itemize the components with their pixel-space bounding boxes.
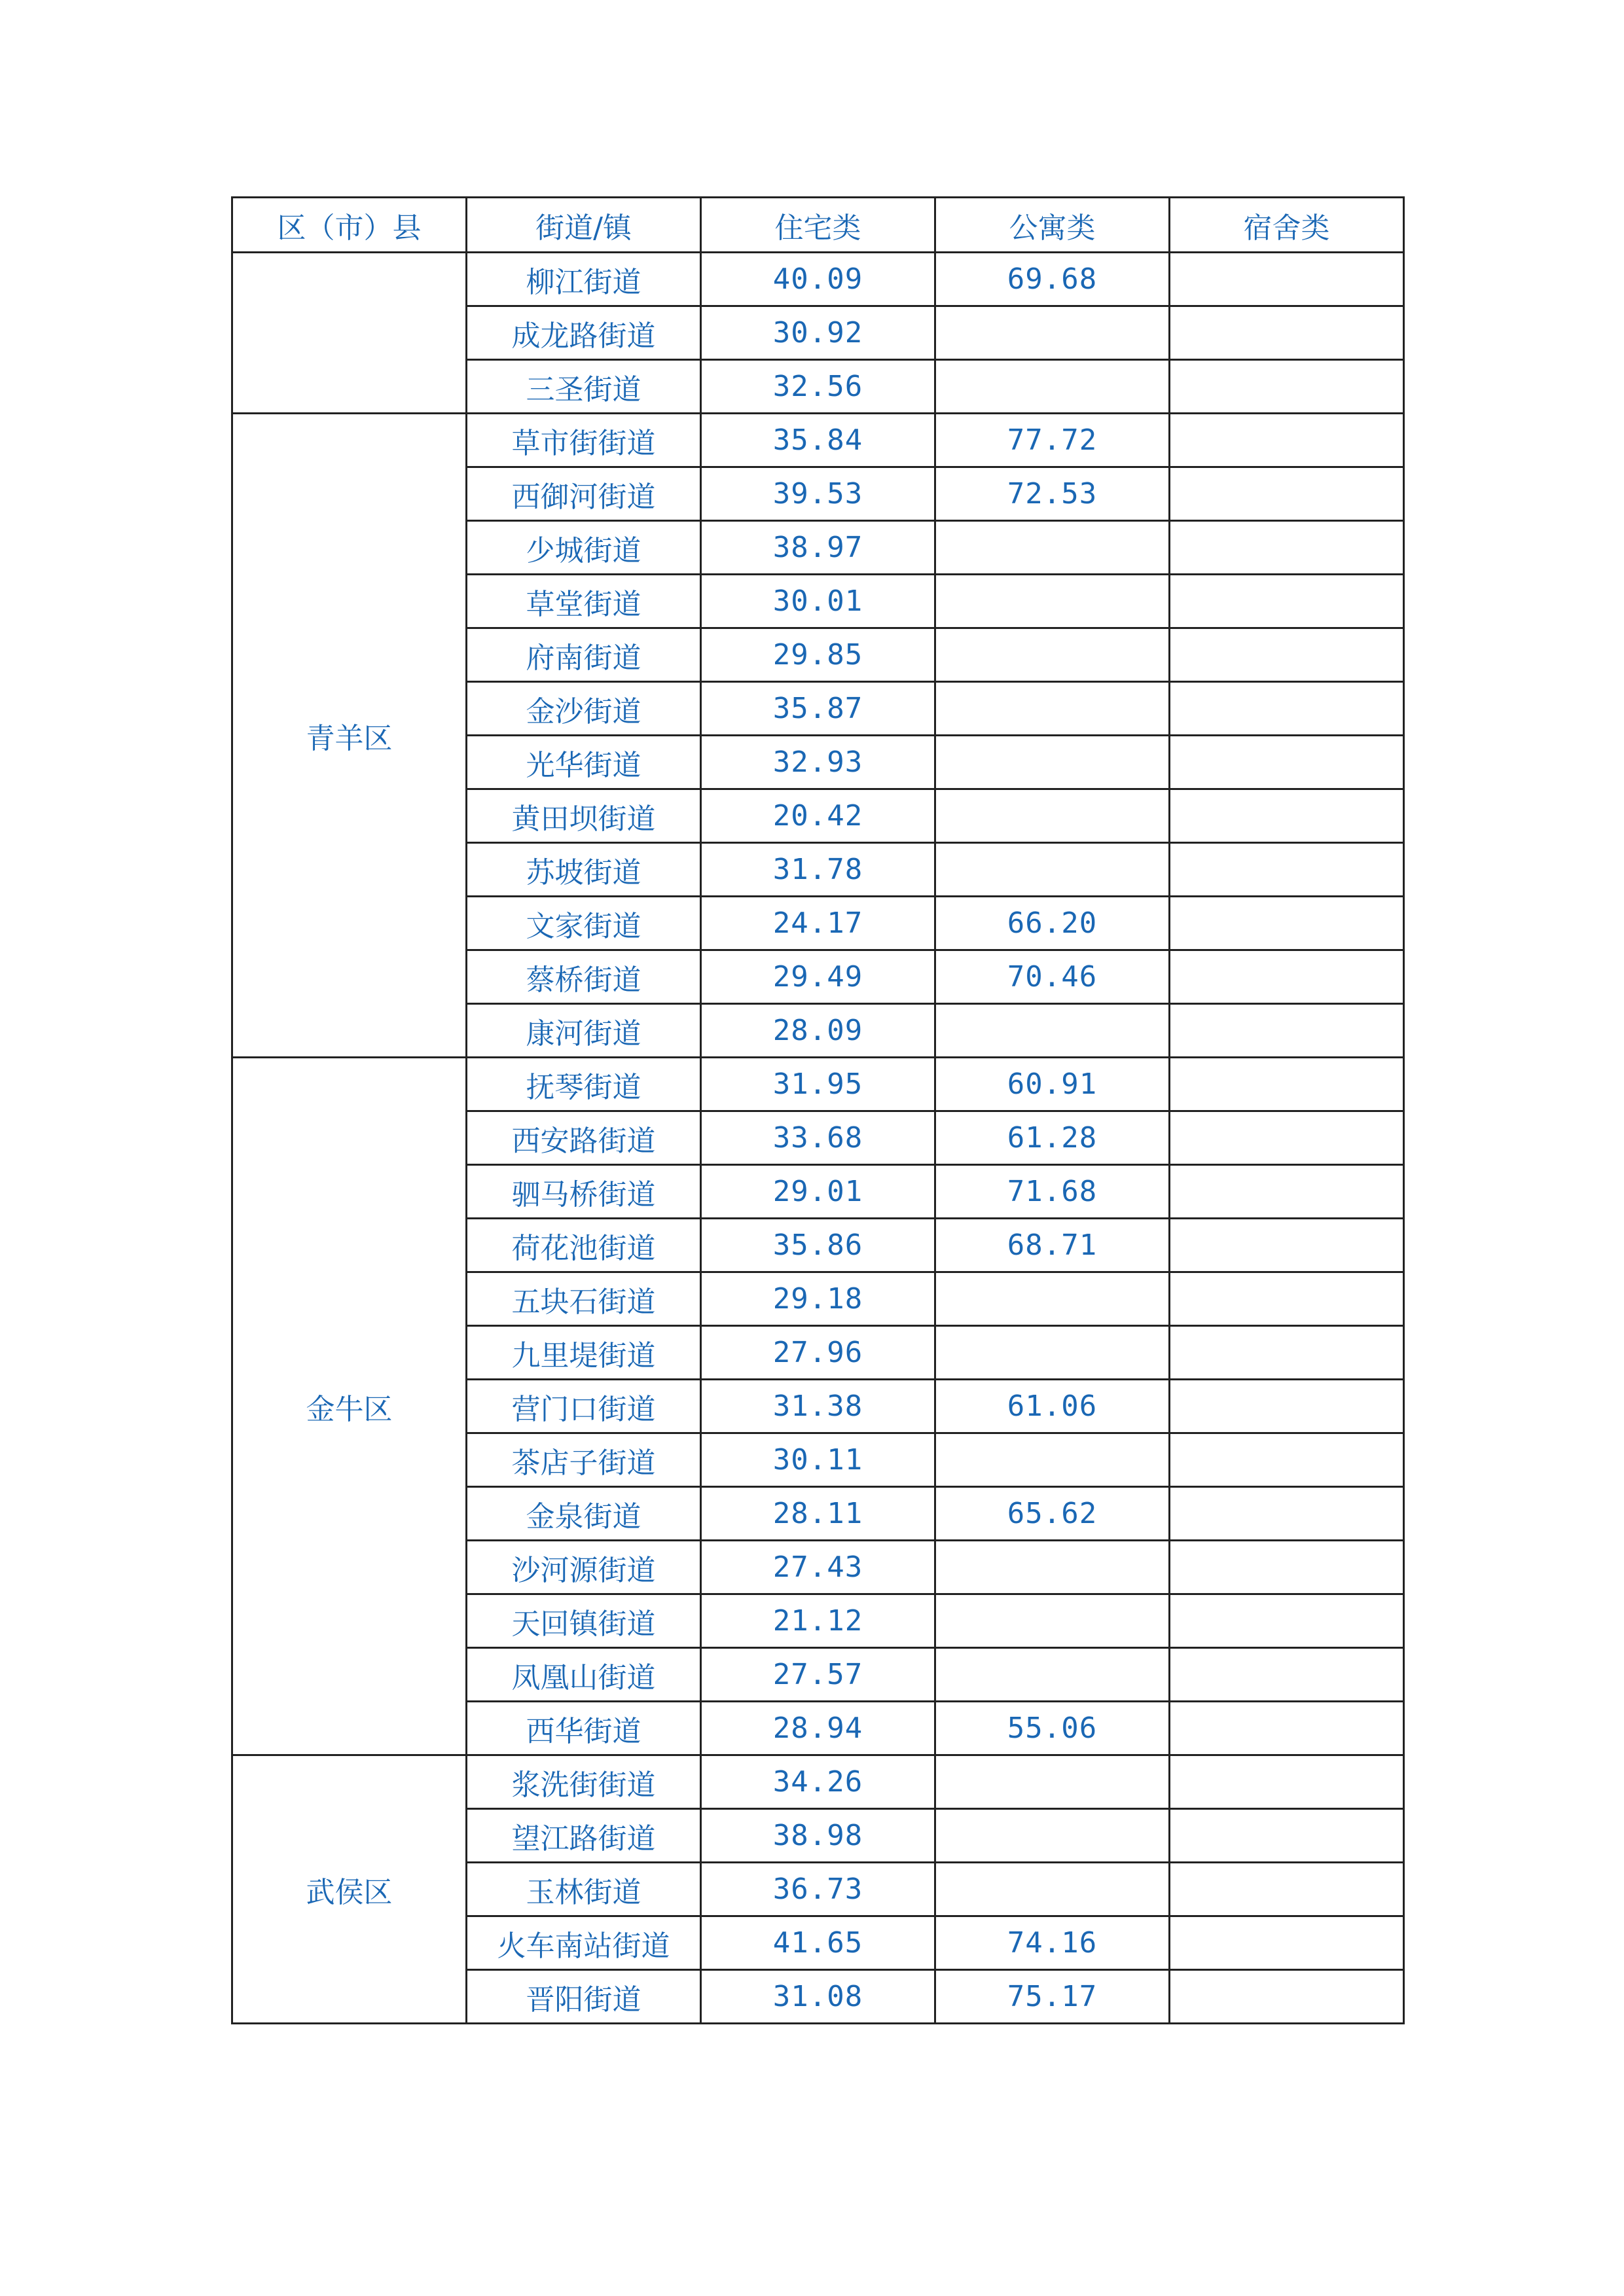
residential-price-cell: 28.11 <box>701 1487 935 1541</box>
apartment-price-cell <box>935 575 1170 628</box>
apartment-price-cell <box>935 1755 1170 1809</box>
apartment-price-cell: 74.16 <box>935 1916 1170 1970</box>
header-street: 街道/镇 <box>467 198 701 253</box>
residential-price-cell: 27.43 <box>701 1541 935 1594</box>
street-cell: 府南街道 <box>467 628 701 682</box>
apartment-price-cell <box>935 1326 1170 1380</box>
district-cell: 武侯区 <box>232 1755 467 2024</box>
street-cell: 火车南站街道 <box>467 1916 701 1970</box>
apartment-price-cell: 61.28 <box>935 1111 1170 1165</box>
table-row <box>232 1755 1404 1809</box>
apartment-price-cell: 72.53 <box>935 467 1170 521</box>
apartment-price-cell <box>935 1272 1170 1326</box>
dormitory-price-cell <box>1170 1058 1404 1111</box>
district-cell: 青羊区 <box>232 414 467 1058</box>
apartment-price-cell <box>935 1004 1170 1058</box>
apartment-price-cell: 75.17 <box>935 1970 1170 2024</box>
rent-price-table <box>231 196 1405 2024</box>
residential-price-cell: 24.17 <box>701 897 935 950</box>
street-cell: 金泉街道 <box>467 1487 701 1541</box>
dormitory-price-cell <box>1170 628 1404 682</box>
street-cell: 天回镇街道 <box>467 1594 701 1648</box>
header-dormitory: 宿舍类 <box>1170 198 1404 253</box>
street-cell: 康河街道 <box>467 1004 701 1058</box>
street-cell: 浆洗街街道 <box>467 1755 701 1809</box>
residential-price-cell: 41.65 <box>701 1916 935 1970</box>
district-cell: 金牛区 <box>232 1058 467 1755</box>
dormitory-price-cell <box>1170 1380 1404 1433</box>
header-residential: 住宅类 <box>701 198 935 253</box>
street-cell: 西安路街道 <box>467 1111 701 1165</box>
street-cell: 柳江街道 <box>467 253 701 306</box>
residential-price-cell: 32.93 <box>701 736 935 789</box>
dormitory-price-cell <box>1170 1755 1404 1809</box>
apartment-price-cell <box>935 843 1170 897</box>
street-cell: 抚琴街道 <box>467 1058 701 1111</box>
residential-price-cell: 32.56 <box>701 360 935 414</box>
dormitory-price-cell <box>1170 1809 1404 1863</box>
dormitory-price-cell <box>1170 1326 1404 1380</box>
street-cell: 荷花池街道 <box>467 1219 701 1272</box>
residential-price-cell: 30.01 <box>701 575 935 628</box>
apartment-price-cell: 65.62 <box>935 1487 1170 1541</box>
street-cell: 光华街道 <box>467 736 701 789</box>
dormitory-price-cell <box>1170 467 1404 521</box>
dormitory-price-cell <box>1170 253 1404 306</box>
residential-price-cell: 27.57 <box>701 1648 935 1702</box>
dormitory-price-cell <box>1170 682 1404 736</box>
residential-price-cell: 40.09 <box>701 253 935 306</box>
residential-price-cell: 38.97 <box>701 521 935 575</box>
dormitory-price-cell <box>1170 950 1404 1004</box>
residential-price-cell: 29.18 <box>701 1272 935 1326</box>
street-cell: 草市街街道 <box>467 414 701 467</box>
table-body <box>232 253 1404 2024</box>
street-cell: 玉林街道 <box>467 1863 701 1916</box>
apartment-price-cell <box>935 360 1170 414</box>
apartment-price-cell <box>935 1433 1170 1487</box>
street-cell: 三圣街道 <box>467 360 701 414</box>
apartment-price-cell: 55.06 <box>935 1702 1170 1755</box>
residential-price-cell: 35.84 <box>701 414 935 467</box>
dormitory-price-cell <box>1170 1702 1404 1755</box>
street-cell: 西华街道 <box>467 1702 701 1755</box>
dormitory-price-cell <box>1170 1004 1404 1058</box>
residential-price-cell: 38.98 <box>701 1809 935 1863</box>
dormitory-price-cell <box>1170 414 1404 467</box>
street-cell: 驷马桥街道 <box>467 1165 701 1219</box>
apartment-price-cell <box>935 1863 1170 1916</box>
apartment-price-cell: 70.46 <box>935 950 1170 1004</box>
header-apartment: 公寓类 <box>935 198 1170 253</box>
apartment-price-cell <box>935 1648 1170 1702</box>
residential-price-cell: 30.92 <box>701 306 935 360</box>
street-cell: 营门口街道 <box>467 1380 701 1433</box>
apartment-price-cell <box>935 306 1170 360</box>
street-cell: 草堂街道 <box>467 575 701 628</box>
district-cell <box>232 253 467 414</box>
residential-price-cell: 33.68 <box>701 1111 935 1165</box>
apartment-price-cell: 69.68 <box>935 253 1170 306</box>
apartment-price-cell <box>935 1541 1170 1594</box>
residential-price-cell: 28.94 <box>701 1702 935 1755</box>
residential-price-cell: 29.49 <box>701 950 935 1004</box>
header-district: 区（市）县 <box>232 198 467 253</box>
apartment-price-cell <box>935 789 1170 843</box>
apartment-price-cell: 66.20 <box>935 897 1170 950</box>
table-header-row <box>232 198 1404 253</box>
apartment-price-cell: 68.71 <box>935 1219 1170 1272</box>
street-cell: 晋阳街道 <box>467 1970 701 2024</box>
dormitory-price-cell <box>1170 1863 1404 1916</box>
dormitory-price-cell <box>1170 1272 1404 1326</box>
street-cell: 少城街道 <box>467 521 701 575</box>
residential-price-cell: 34.26 <box>701 1755 935 1809</box>
dormitory-price-cell <box>1170 1165 1404 1219</box>
apartment-price-cell <box>935 628 1170 682</box>
residential-price-cell: 31.95 <box>701 1058 935 1111</box>
dormitory-price-cell <box>1170 575 1404 628</box>
dormitory-price-cell <box>1170 1433 1404 1487</box>
residential-price-cell: 21.12 <box>701 1594 935 1648</box>
dormitory-price-cell <box>1170 843 1404 897</box>
residential-price-cell: 28.09 <box>701 1004 935 1058</box>
apartment-price-cell <box>935 736 1170 789</box>
street-cell: 成龙路街道 <box>467 306 701 360</box>
dormitory-price-cell <box>1170 360 1404 414</box>
dormitory-price-cell <box>1170 736 1404 789</box>
table-row <box>232 414 1404 467</box>
street-cell: 望江路街道 <box>467 1809 701 1863</box>
residential-price-cell: 35.87 <box>701 682 935 736</box>
apartment-price-cell: 60.91 <box>935 1058 1170 1111</box>
dormitory-price-cell <box>1170 897 1404 950</box>
apartment-price-cell: 77.72 <box>935 414 1170 467</box>
dormitory-price-cell <box>1170 1594 1404 1648</box>
apartment-price-cell: 71.68 <box>935 1165 1170 1219</box>
street-cell: 金沙街道 <box>467 682 701 736</box>
residential-price-cell: 39.53 <box>701 467 935 521</box>
street-cell: 九里堤街道 <box>467 1326 701 1380</box>
residential-price-cell: 36.73 <box>701 1863 935 1916</box>
street-cell: 黄田坝街道 <box>467 789 701 843</box>
street-cell: 五块石街道 <box>467 1272 701 1326</box>
street-cell: 西御河街道 <box>467 467 701 521</box>
dormitory-price-cell <box>1170 1111 1404 1165</box>
dormitory-price-cell <box>1170 521 1404 575</box>
residential-price-cell: 31.38 <box>701 1380 935 1433</box>
apartment-price-cell <box>935 1809 1170 1863</box>
dormitory-price-cell <box>1170 1487 1404 1541</box>
dormitory-price-cell <box>1170 789 1404 843</box>
street-cell: 蔡桥街道 <box>467 950 701 1004</box>
apartment-price-cell <box>935 682 1170 736</box>
apartment-price-cell <box>935 1594 1170 1648</box>
residential-price-cell: 30.11 <box>701 1433 935 1487</box>
apartment-price-cell <box>935 521 1170 575</box>
street-cell: 沙河源街道 <box>467 1541 701 1594</box>
street-cell: 茶店子街道 <box>467 1433 701 1487</box>
residential-price-cell: 31.08 <box>701 1970 935 2024</box>
dormitory-price-cell <box>1170 1916 1404 1970</box>
residential-price-cell: 29.01 <box>701 1165 935 1219</box>
table-row <box>232 253 1404 306</box>
dormitory-price-cell <box>1170 1219 1404 1272</box>
residential-price-cell: 20.42 <box>701 789 935 843</box>
dormitory-price-cell <box>1170 306 1404 360</box>
dormitory-price-cell <box>1170 1648 1404 1702</box>
residential-price-cell: 27.96 <box>701 1326 935 1380</box>
residential-price-cell: 35.86 <box>701 1219 935 1272</box>
dormitory-price-cell <box>1170 1970 1404 2024</box>
residential-price-cell: 29.85 <box>701 628 935 682</box>
dormitory-price-cell <box>1170 1541 1404 1594</box>
table-row <box>232 1058 1404 1111</box>
street-cell: 凤凰山街道 <box>467 1648 701 1702</box>
residential-price-cell: 31.78 <box>701 843 935 897</box>
apartment-price-cell: 61.06 <box>935 1380 1170 1433</box>
street-cell: 文家街道 <box>467 897 701 950</box>
street-cell: 苏坡街道 <box>467 843 701 897</box>
